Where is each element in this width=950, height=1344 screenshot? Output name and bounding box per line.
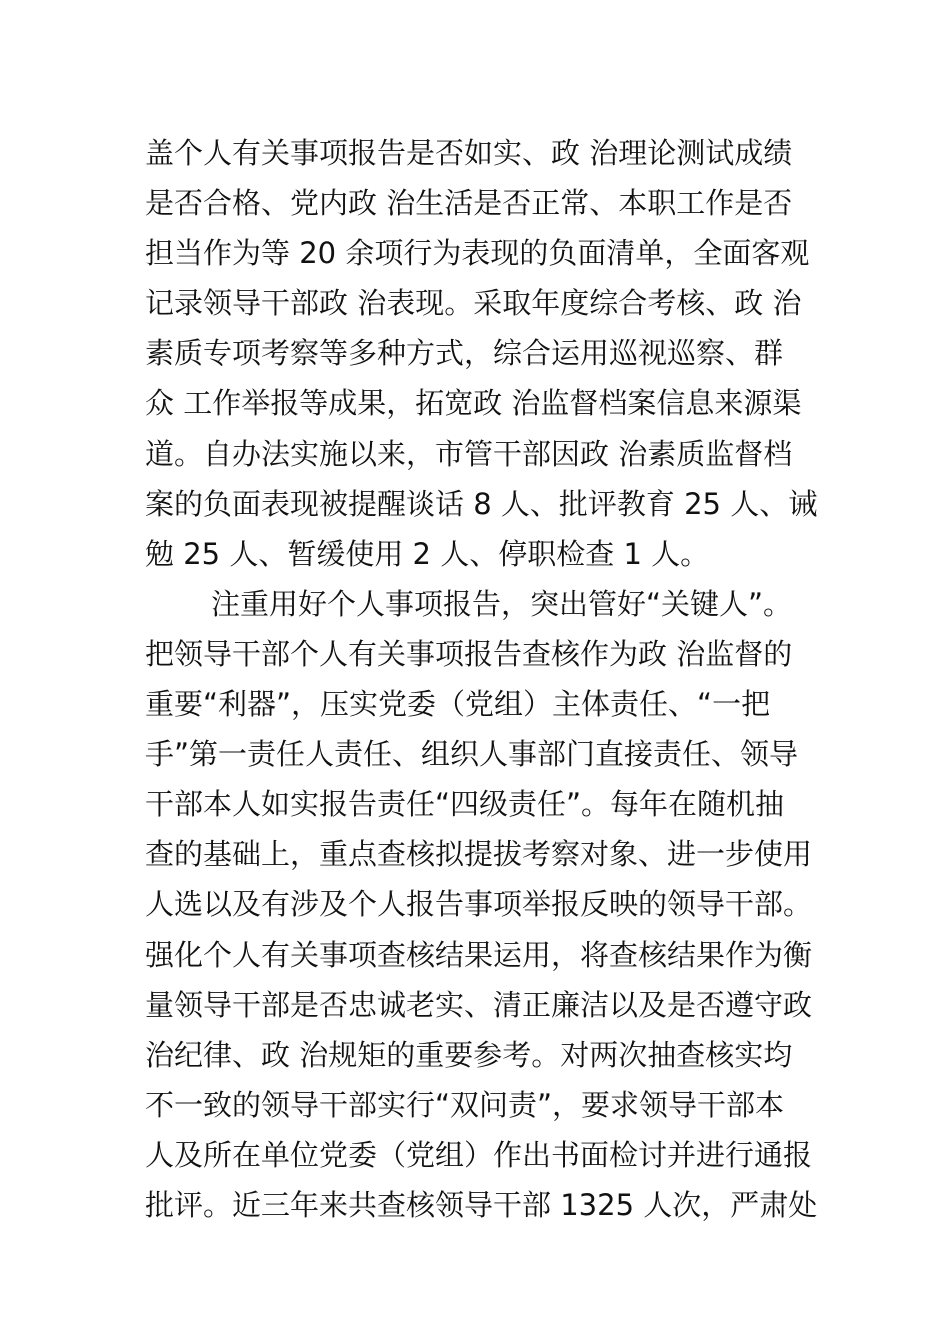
text-line: 道。自办法实施以来，市管干部因政 治素质监督档 — [145, 436, 793, 471]
text-line: 人及所在单位党委（党组）作出书面检讨并进行通报 — [145, 1137, 813, 1172]
text-line: 重要“利器”，压实党委（党组）主体责任、“一把 — [145, 687, 771, 722]
text-line: 案的负面表现被提醒谈话 8 人、批评教育 25 人、诫 — [145, 486, 818, 521]
text-line: 量领导干部是否忠诚老实、清正廉洁以及是否遵守政 — [145, 987, 813, 1022]
text-line: 众 工作举报等成果，拓宽政 治监督档案信息来源渠 — [145, 386, 802, 421]
text-line: 把领导干部个人有关事项报告查核作为政 治监督的 — [145, 636, 793, 671]
text-line: 批评。近三年来共查核领导干部 1325 人次，严肃处 — [145, 1187, 818, 1222]
text-line: 不一致的领导干部实行“双问责”，要求领导干部本 — [145, 1087, 785, 1122]
body-text — [145, 128, 825, 1230]
text-line: 勉 25 人、暂缓使用 2 人、停职检查 1 人。 — [145, 536, 710, 571]
text-line: 手”第一责任人责任、组织人事部门直接责任、领导 — [145, 737, 799, 772]
text-line: 治纪律、政 治规矩的重要参考。对两次抽查核实均 — [145, 1037, 793, 1072]
text-line: 担当作为等 20 余项行为表现的负面清单，全面客观 — [145, 236, 810, 271]
text-line: 干部本人如实报告责任“四级责任”。每年在随机抽 — [145, 787, 785, 822]
text-line: 记录领导干部政 治表现。采取年度综合考核、政 治 — [145, 286, 802, 321]
text-line: 查的基础上，重点查核拟提拔考察对象、进一步使用 — [145, 837, 813, 872]
text-line: 人选以及有涉及个人报告事项举报反映的领导干部。 — [145, 887, 813, 922]
text-line: 素质专项考察等多种方式，综合运用巡视巡察、群 — [145, 336, 784, 371]
text-line: 强化个人有关事项查核结果运用，将查核结果作为衡 — [145, 937, 813, 972]
text-line: 是否合格、党内政 治生活是否正常、本职工作是否 — [145, 186, 793, 221]
paragraph-first-line: 注重用好个人事项报告，突出管好“关键人”。 — [211, 586, 793, 621]
text-line: 盖个人有关事项报告是否如实、政 治理论测试成绩 — [145, 136, 793, 170]
